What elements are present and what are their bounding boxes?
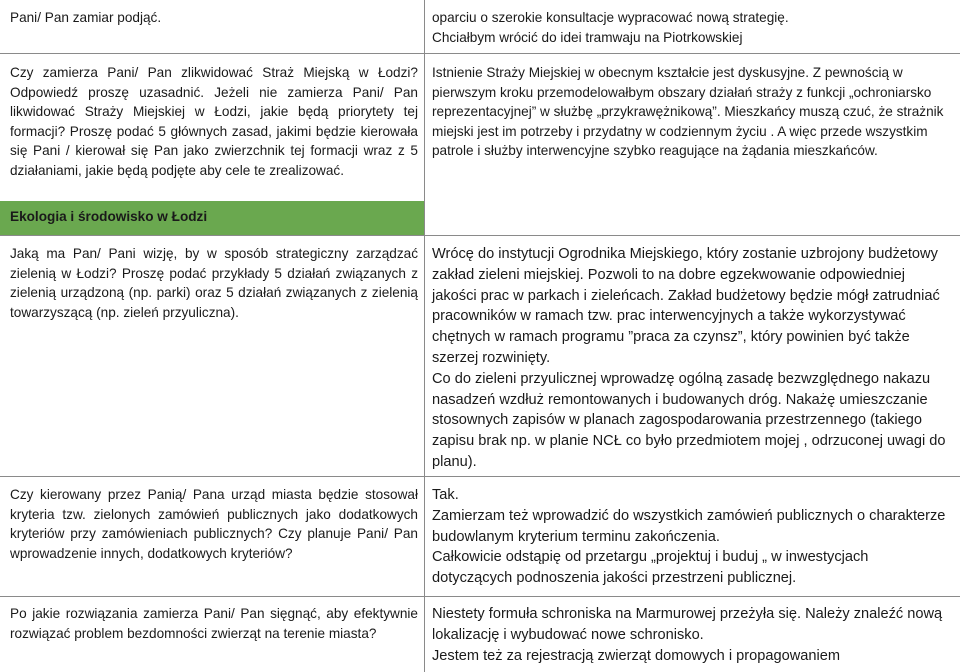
section-title: Ekologia i środowisko w Łodzi: [10, 209, 208, 224]
question-cell: [10, 485, 418, 563]
column-divider: [424, 0, 425, 672]
question-text: Jaką ma Pan/ Pani wizję, by w sposób strategiczny zarządzać zielenią w Łodzi? Proszę podać przykłady 5 działań związanych z zielenią urządzoną (np. parki) oraz 5 działań związanych z zielenią towarzyszącą (np. zieleń przyuliczna).: [10, 246, 418, 320]
answer-text: Wrócę do instytucji Ogrodnika Miejskiego, który zostanie uzbrojony budżetowy zakład zieleni miejskiej. Pozwoli to na dobre egzekwowanie odpowiedniej jakości prac w parkach i zieleńcach. Zakład budżetowy będzie mógł zatrudniać pracowników w ramach tzw. prac interwencyjnych a także wykorzystywać chętnych w ramach programu ”praca za czynsz”, który powinien być także szerzej rozwinięty.: [432, 246, 940, 366]
answer-cell: [432, 63, 952, 161]
answer-text: Istnienie Straży Miejskiej w obecnym kształcie jest dyskusyjne. Z pewnością w pierwszym kroku przemodelowałbym obszary działań straży z funkcji „ochroniarsko reprezentacyjnej” w służbę „przykrawężnikową”. Mieszkańcy muszą czuć, że strażnik miejski jest im potrzeby i przydatny w codziennym życiu . A więc przede wszystkim patrole i służby interwencyjne szybko reagujące na żądania mieszkańców.: [432, 65, 944, 159]
question-text: Czy kierowany przez Panią/ Pana urząd miasta będzie stosował kryteria tzw. zielonych zamówień publicznych jako dodatkowych kryteriów przy zamówieniach publicznych? Czy planuje Pani/ Pan wprowadzenie innych, dodatkowych kryteriów?: [10, 487, 418, 561]
answer-text: Jestem też za rejestracją zwierząt domowych i propagowaniem: [432, 647, 840, 664]
question-text: Czy zamierza Pani/ Pan zlikwidować Straż Miejską w Łodzi? Odpowiedź proszę uzasadnić. Jeżeli nie zamierza Pani/ Pan likwidować Straży Miejskiej w Łodzi, jakie będą priorytety tej formacji? Proszę podać 5 głównych zasad, jakimi będzie kierowała się Pani / kierował się Pan jako zwierzchnik tej formacji wraz z 5 działaniami, jakie będą podjęte aby cele te zrealizować.: [10, 65, 418, 178]
question-cell: [10, 604, 418, 643]
answer-text: Co do zieleni przyulicznej wprowadzę ogólną zasadę bezwzględnego nakazu nasadzeń wzdłuż remontowanych i budowanych dróg. Nakażę umieszczanie stosownych zapisów w planach zagospodarowania przestrzennego (takiego zapisu brak np. w planie NCŁ co było przedmiotem mojej , odrzuconej uwagi do planu).: [432, 370, 946, 470]
question-cell: [10, 244, 418, 322]
row-divider: [0, 476, 960, 477]
answer-cell: [432, 244, 952, 473]
row-divider: [0, 596, 960, 597]
row-divider: [0, 235, 960, 236]
question-cell: [10, 63, 418, 181]
answer-cell: [432, 485, 952, 589]
answer-text: oparciu o szerokie konsultacje wypracować nową strategię.: [432, 10, 789, 25]
answer-text: Chciałbym wrócić do idei tramwaju na Piotrkowskiej: [432, 29, 743, 45]
answer-text: Niestety formuła schroniska na Marmurowej przeżyła się. Należy znaleźć nową lokalizację i wybudować nowe schronisko.: [432, 606, 943, 643]
answer-text: Tak.: [432, 487, 459, 503]
answer-cell: [432, 604, 952, 666]
answer-text: Zamierzam też wprowadzić do wszystkich zamówień publicznych o charakterze budowlanym kryterium terminu zakończenia.: [432, 507, 946, 545]
question-cell: [10, 8, 418, 28]
answer-cell: [432, 8, 952, 47]
row-divider: [0, 53, 960, 54]
question-text: Po jakie rozwiązania zamierza Pani/ Pan sięgnąć, aby efektywnie rozwiązać problem bezdomności zwierząt na terenie miasta?: [10, 606, 418, 641]
answer-text: Całkowicie odstąpię od przetargu „projektuj i buduj „ w inwestycjach dotyczących podnoszenia jakości przestrzeni publicznej.: [432, 549, 869, 587]
question-text: Pani/ Pan zamiar podjąć.: [10, 10, 162, 25]
